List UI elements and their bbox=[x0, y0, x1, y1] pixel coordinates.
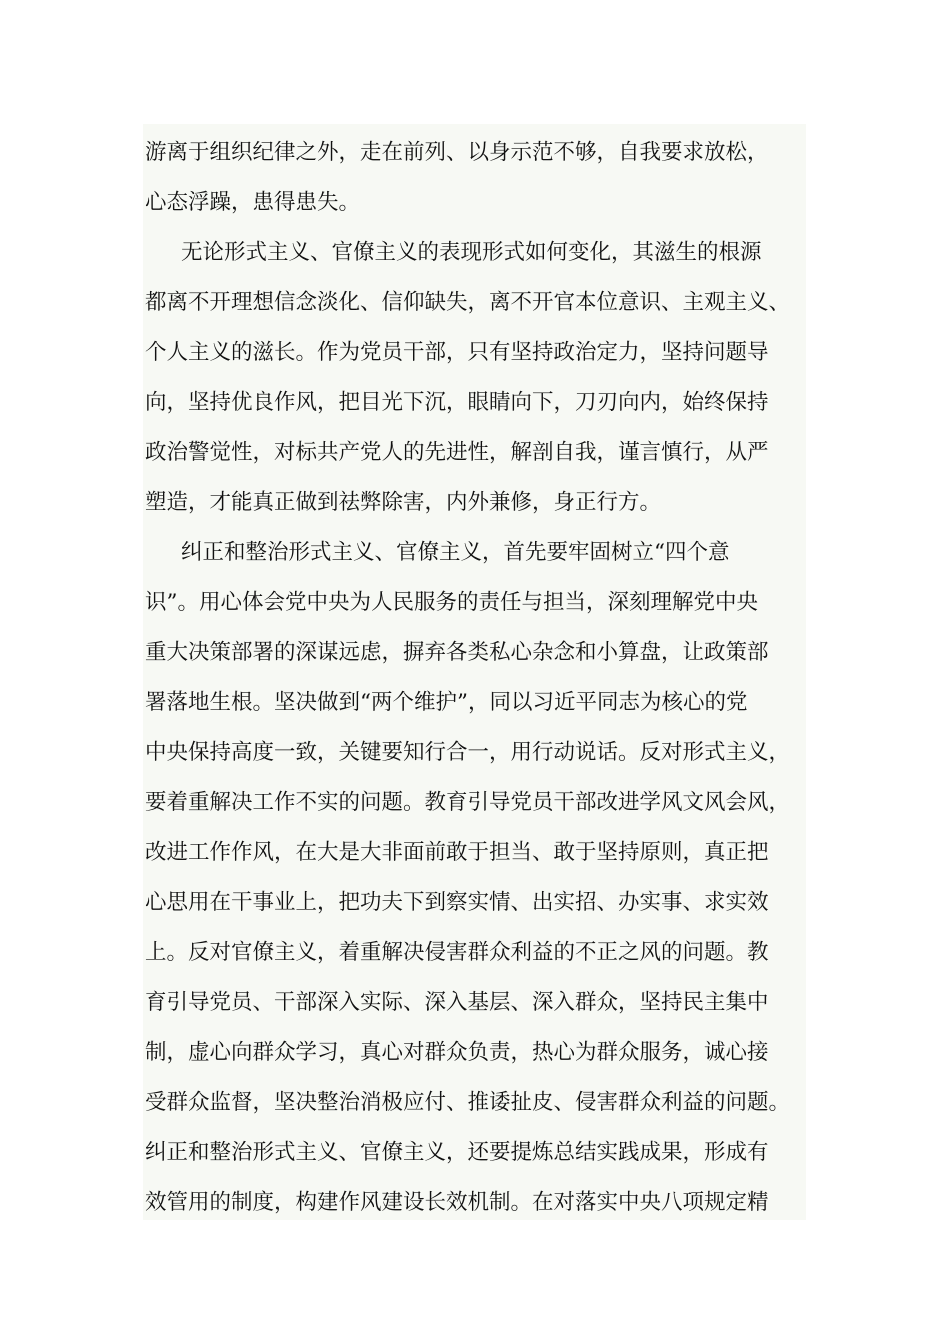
text-line: 中央保持高度一致，关键要知行合一，用行动说话。反对形式主义， bbox=[145, 740, 791, 765]
paragraph-first-line: 无论形式主义、官僚主义的表现形式如何变化，其滋生的根源 bbox=[181, 240, 762, 265]
text-line: 心思用在干事业上，把功夫下到察实情、出实招、办实事、求实效 bbox=[145, 890, 769, 915]
text-line: 上。反对官僚主义，着重解决侵害群众利益的不正之风的问题。教 bbox=[145, 940, 769, 965]
text-line: 识”。用心体会党中央为人民服务的责任与担当，深刻理解党中央 bbox=[145, 590, 758, 615]
text-line: 向，坚持优良作风，把目光下沉，眼睛向下，刀刃向内，始终保持 bbox=[145, 390, 769, 415]
text-line: 效管用的制度，构建作风建设长效机制。在对落实中央八项规定精 bbox=[145, 1190, 769, 1215]
text-line: 要着重解决工作不实的问题。教育引导党员干部改进学风文风会风， bbox=[145, 790, 791, 815]
paragraph-first-line: 纠正和整治形式主义、官僚主义，首先要牢固树立“四个意 bbox=[181, 540, 730, 565]
text-line: 纠正和整治形式主义、官僚主义，还要提炼总结实践成果，形成有 bbox=[145, 1140, 769, 1165]
text-line: 署落地生根。坚决做到“两个维护”，同以习近平同志为核心的党 bbox=[145, 690, 748, 715]
text-line: 政治警觉性，对标共产党人的先进性，解剖自我，谨言慎行，从严 bbox=[145, 440, 769, 465]
text-line: 改进工作作风，在大是大非面前敢于担当、敢于坚持原则，真正把 bbox=[145, 840, 769, 865]
text-line: 制，虚心向群众学习，真心对群众负责，热心为群众服务，诚心接 bbox=[145, 1040, 769, 1065]
text-line: 心态浮躁，患得患失。 bbox=[145, 190, 361, 215]
text-line: 重大决策部署的深谋远虑，摒弃各类私心杂念和小算盘，让政策部 bbox=[145, 640, 769, 665]
text-line: 育引导党员、干部深入实际、深入基层、深入群众，坚持民主集中 bbox=[145, 990, 769, 1015]
text-line: 都离不开理想信念淡化、信仰缺失，离不开官本位意识、主观主义、 bbox=[145, 290, 791, 315]
text-line: 受群众监督，坚决整治消极应付、推诿扯皮、侵害群众利益的问题。 bbox=[145, 1090, 791, 1115]
text-line: 个人主义的滋长。作为党员干部，只有坚持政治定力，坚持问题导 bbox=[145, 340, 769, 365]
text-line: 游离于组织纪律之外，走在前列、以身示范不够，自我要求放松， bbox=[145, 140, 769, 165]
document-text-block bbox=[143, 124, 806, 1220]
text-line: 塑造，才能真正做到祛弊除害，内外兼修，身正行方。 bbox=[145, 490, 662, 515]
